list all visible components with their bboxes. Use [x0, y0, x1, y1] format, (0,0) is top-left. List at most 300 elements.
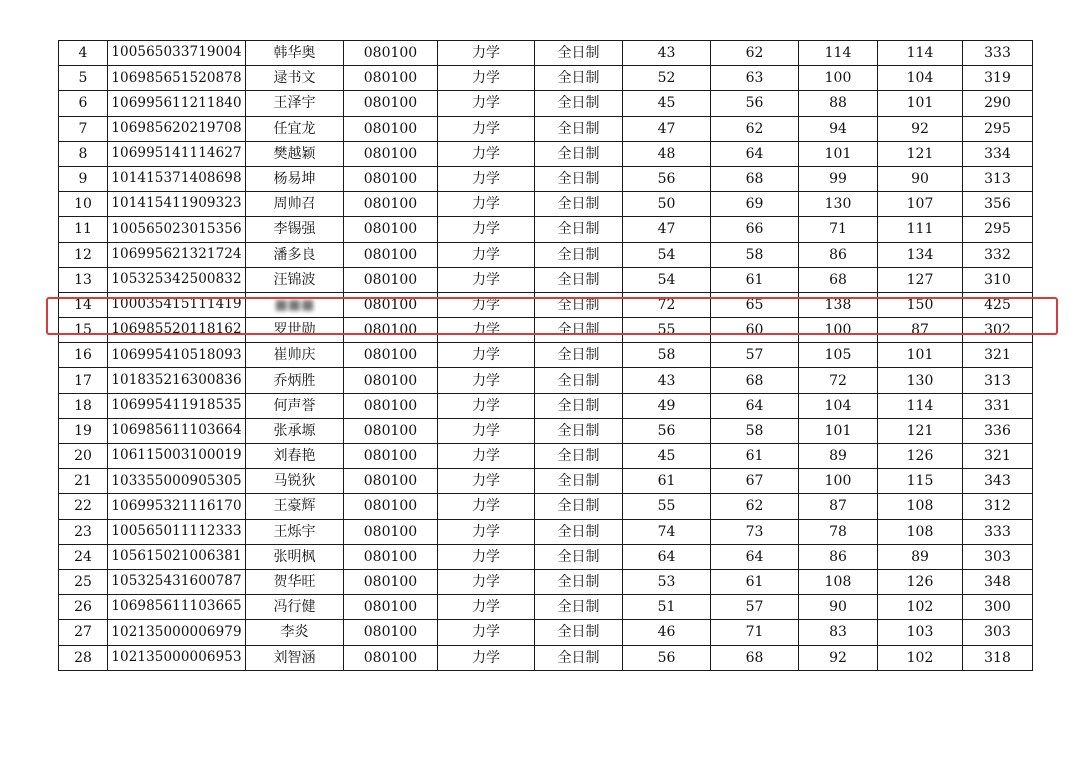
cell-score-3: 92 [799, 645, 878, 670]
cell-exam-id: 101415411909323 [108, 192, 246, 217]
cell-score-4: 134 [878, 242, 963, 267]
cell-score-3: 88 [799, 91, 878, 116]
cell-code: 080100 [344, 418, 438, 443]
cell-name: 王豪辉 [246, 494, 344, 519]
cell-no: 9 [59, 166, 108, 191]
cell-mode: 全日制 [535, 444, 623, 469]
cell-no: 20 [59, 444, 108, 469]
cell-score-2: 73 [711, 519, 799, 544]
cell-code: 080100 [344, 66, 438, 91]
cell-total: 336 [963, 418, 1033, 443]
cell-code: 080100 [344, 544, 438, 569]
cell-exam-id: 106995411918535 [108, 393, 246, 418]
cell-score-4: 90 [878, 166, 963, 191]
cell-total: 331 [963, 393, 1033, 418]
cell-exam-id: 100035415111419 [108, 292, 246, 317]
cell-score-3: 68 [799, 267, 878, 292]
cell-subject: 力学 [438, 418, 535, 443]
cell-score-4: 87 [878, 318, 963, 343]
cell-exam-id: 106985611103664 [108, 418, 246, 443]
cell-mode: 全日制 [535, 343, 623, 368]
table-row [59, 242, 1033, 267]
cell-score-1: 74 [623, 519, 711, 544]
cell-score-1: 45 [623, 444, 711, 469]
cell-code: 080100 [344, 192, 438, 217]
cell-mode: 全日制 [535, 66, 623, 91]
cell-score-4: 92 [878, 116, 963, 141]
cell-mode: 全日制 [535, 116, 623, 141]
cell-code: 080100 [344, 116, 438, 141]
cell-score-4: 126 [878, 444, 963, 469]
cell-mode: 全日制 [535, 519, 623, 544]
cell-score-1: 45 [623, 91, 711, 116]
cell-no: 4 [59, 41, 108, 66]
cell-no: 25 [59, 569, 108, 594]
table-row [59, 343, 1033, 368]
cell-score-2: 61 [711, 569, 799, 594]
cell-mode: 全日制 [535, 318, 623, 343]
cell-no: 10 [59, 192, 108, 217]
cell-exam-id: 106995410518093 [108, 343, 246, 368]
cell-score-4: 126 [878, 569, 963, 594]
cell-total: 321 [963, 444, 1033, 469]
cell-score-1: 56 [623, 645, 711, 670]
cell-no: 16 [59, 343, 108, 368]
cell-name: 逯书文 [246, 66, 344, 91]
cell-code: 080100 [344, 595, 438, 620]
cell-score-1: 55 [623, 318, 711, 343]
cell-name: 周帅召 [246, 192, 344, 217]
table-body [59, 41, 1033, 671]
cell-name: 樊越颖 [246, 141, 344, 166]
cell-mode: 全日制 [535, 217, 623, 242]
cell-code: 080100 [344, 368, 438, 393]
cell-name: 李炎 [246, 620, 344, 645]
cell-mode: 全日制 [535, 292, 623, 317]
cell-score-1: 56 [623, 418, 711, 443]
table-row [59, 91, 1033, 116]
cell-score-2: 58 [711, 418, 799, 443]
cell-total: 425 [963, 292, 1033, 317]
cell-score-4: 101 [878, 343, 963, 368]
cell-total: 303 [963, 544, 1033, 569]
cell-subject: 力学 [438, 519, 535, 544]
cell-code: 080100 [344, 166, 438, 191]
cell-total: 333 [963, 41, 1033, 66]
cell-score-3: 138 [799, 292, 878, 317]
cell-score-2: 62 [711, 494, 799, 519]
cell-no: 5 [59, 66, 108, 91]
cell-score-3: 86 [799, 544, 878, 569]
cell-score-2: 65 [711, 292, 799, 317]
cell-mode: 全日制 [535, 595, 623, 620]
cell-exam-id: 106115003100019 [108, 444, 246, 469]
cell-score-1: 47 [623, 116, 711, 141]
cell-score-4: 102 [878, 595, 963, 620]
cell-total: 318 [963, 645, 1033, 670]
cell-score-3: 114 [799, 41, 878, 66]
cell-score-2: 61 [711, 444, 799, 469]
cell-mode: 全日制 [535, 242, 623, 267]
cell-total: 313 [963, 368, 1033, 393]
cell-code: 080100 [344, 318, 438, 343]
cell-score-3: 83 [799, 620, 878, 645]
cell-score-3: 71 [799, 217, 878, 242]
cell-no: 26 [59, 595, 108, 620]
cell-score-3: 101 [799, 418, 878, 443]
cell-subject: 力学 [438, 242, 535, 267]
cell-no: 28 [59, 645, 108, 670]
cell-mode: 全日制 [535, 418, 623, 443]
table-row [59, 368, 1033, 393]
cell-total: 295 [963, 116, 1033, 141]
cell-exam-id: 106995141114627 [108, 141, 246, 166]
table-row [59, 66, 1033, 91]
cell-mode: 全日制 [535, 91, 623, 116]
cell-name: 杨易坤 [246, 166, 344, 191]
cell-no: 14 [59, 292, 108, 317]
cell-subject: 力学 [438, 469, 535, 494]
cell-score-1: 43 [623, 368, 711, 393]
cell-score-2: 62 [711, 41, 799, 66]
cell-score-1: 51 [623, 595, 711, 620]
cell-name: 潘多良 [246, 242, 344, 267]
cell-total: 356 [963, 192, 1033, 217]
table-row [59, 418, 1033, 443]
cell-code: 080100 [344, 645, 438, 670]
table-row [59, 192, 1033, 217]
cell-score-1: 56 [623, 166, 711, 191]
cell-score-4: 111 [878, 217, 963, 242]
cell-score-4: 127 [878, 267, 963, 292]
cell-name: 任宜龙 [246, 116, 344, 141]
cell-exam-id: 101415371408698 [108, 166, 246, 191]
cell-score-2: 68 [711, 368, 799, 393]
cell-subject: 力学 [438, 393, 535, 418]
cell-score-1: 54 [623, 267, 711, 292]
cell-subject: 力学 [438, 91, 535, 116]
cell-name: 乔炳胜 [246, 368, 344, 393]
cell-name: 贺华旺 [246, 569, 344, 594]
cell-score-4: 114 [878, 393, 963, 418]
cell-exam-id: 105615021006381 [108, 544, 246, 569]
cell-score-3: 130 [799, 192, 878, 217]
cell-score-3: 100 [799, 318, 878, 343]
cell-code: 080100 [344, 444, 438, 469]
redacted-name: ■■■ [274, 296, 315, 313]
cell-no: 15 [59, 318, 108, 343]
cell-mode: 全日制 [535, 393, 623, 418]
cell-score-1: 50 [623, 192, 711, 217]
table-row [59, 267, 1033, 292]
cell-score-4: 108 [878, 519, 963, 544]
cell-total: 290 [963, 91, 1033, 116]
cell-subject: 力学 [438, 192, 535, 217]
cell-subject: 力学 [438, 116, 535, 141]
cell-name: 张承塬 [246, 418, 344, 443]
cell-subject: 力学 [438, 267, 535, 292]
table-row [59, 41, 1033, 66]
cell-subject: 力学 [438, 292, 535, 317]
cell-subject: 力学 [438, 141, 535, 166]
cell-no: 18 [59, 393, 108, 418]
cell-exam-id: 100565023015356 [108, 217, 246, 242]
cell-score-1: 53 [623, 569, 711, 594]
cell-mode: 全日制 [535, 620, 623, 645]
cell-name: 何声誉 [246, 393, 344, 418]
cell-total: 332 [963, 242, 1033, 267]
cell-no: 6 [59, 91, 108, 116]
cell-code: 080100 [344, 267, 438, 292]
cell-no: 24 [59, 544, 108, 569]
table-row [59, 469, 1033, 494]
cell-subject: 力学 [438, 368, 535, 393]
cell-code: 080100 [344, 343, 438, 368]
cell-name: 王烁宇 [246, 519, 344, 544]
cell-subject: 力学 [438, 645, 535, 670]
cell-subject: 力学 [438, 569, 535, 594]
cell-score-2: 61 [711, 267, 799, 292]
cell-code: 080100 [344, 91, 438, 116]
cell-score-1: 54 [623, 242, 711, 267]
cell-name: 刘智涵 [246, 645, 344, 670]
cell-exam-id: 106995321116170 [108, 494, 246, 519]
cell-score-3: 104 [799, 393, 878, 418]
table-row [59, 645, 1033, 670]
table-row [59, 141, 1033, 166]
cell-name: 李锡强 [246, 217, 344, 242]
cell-mode: 全日制 [535, 41, 623, 66]
cell-subject: 力学 [438, 66, 535, 91]
cell-score-2: 69 [711, 192, 799, 217]
cell-score-2: 68 [711, 645, 799, 670]
cell-score-4: 107 [878, 192, 963, 217]
cell-score-3: 105 [799, 343, 878, 368]
cell-score-2: 71 [711, 620, 799, 645]
cell-subject: 力学 [438, 41, 535, 66]
cell-exam-id: 106985520118162 [108, 318, 246, 343]
cell-exam-id: 105325342500832 [108, 267, 246, 292]
cell-score-1: 46 [623, 620, 711, 645]
cell-score-3: 87 [799, 494, 878, 519]
cell-exam-id: 106985620219708 [108, 116, 246, 141]
cell-score-1: 48 [623, 141, 711, 166]
cell-score-2: 58 [711, 242, 799, 267]
cell-score-4: 104 [878, 66, 963, 91]
cell-exam-id: 100565033719004 [108, 41, 246, 66]
cell-score-4: 108 [878, 494, 963, 519]
cell-subject: 力学 [438, 494, 535, 519]
cell-score-3: 86 [799, 242, 878, 267]
cell-score-2: 56 [711, 91, 799, 116]
cell-total: 319 [963, 66, 1033, 91]
table-row [59, 318, 1033, 343]
cell-no: 8 [59, 141, 108, 166]
cell-code: 080100 [344, 242, 438, 267]
cell-no: 12 [59, 242, 108, 267]
cell-subject: 力学 [438, 343, 535, 368]
cell-exam-id: 102135000006953 [108, 645, 246, 670]
cell-code: 080100 [344, 494, 438, 519]
table-row [59, 620, 1033, 645]
cell-exam-id: 106995621321724 [108, 242, 246, 267]
cell-score-2: 66 [711, 217, 799, 242]
cell-score-4: 103 [878, 620, 963, 645]
cell-total: 321 [963, 343, 1033, 368]
cell-mode: 全日制 [535, 141, 623, 166]
cell-score-1: 64 [623, 544, 711, 569]
cell-total: 334 [963, 141, 1033, 166]
cell-code: 080100 [344, 519, 438, 544]
table-row [59, 494, 1033, 519]
cell-name: 刘春艳 [246, 444, 344, 469]
cell-score-3: 72 [799, 368, 878, 393]
cell-exam-id: 102135000006979 [108, 620, 246, 645]
cell-code: 080100 [344, 41, 438, 66]
cell-score-2: 67 [711, 469, 799, 494]
cell-no: 11 [59, 217, 108, 242]
cell-code: 080100 [344, 469, 438, 494]
cell-total: 343 [963, 469, 1033, 494]
table-row [59, 292, 1033, 317]
cell-no: 22 [59, 494, 108, 519]
score-table [58, 40, 1033, 671]
cell-score-2: 64 [711, 544, 799, 569]
cell-no: 7 [59, 116, 108, 141]
cell-score-4: 150 [878, 292, 963, 317]
table-row [59, 217, 1033, 242]
cell-score-1: 72 [623, 292, 711, 317]
table-row [59, 544, 1033, 569]
cell-name: 罗世勋 [246, 318, 344, 343]
cell-subject: 力学 [438, 444, 535, 469]
cell-mode: 全日制 [535, 494, 623, 519]
cell-no: 17 [59, 368, 108, 393]
cell-score-1: 52 [623, 66, 711, 91]
cell-mode: 全日制 [535, 569, 623, 594]
cell-total: 302 [963, 318, 1033, 343]
cell-mode: 全日制 [535, 368, 623, 393]
cell-name: 张明枫 [246, 544, 344, 569]
cell-no: 13 [59, 267, 108, 292]
table-row [59, 116, 1033, 141]
table-row [59, 393, 1033, 418]
cell-subject: 力学 [438, 166, 535, 191]
cell-score-4: 121 [878, 418, 963, 443]
cell-exam-id: 103355000905305 [108, 469, 246, 494]
cell-score-1: 58 [623, 343, 711, 368]
cell-score-3: 94 [799, 116, 878, 141]
cell-subject: 力学 [438, 318, 535, 343]
cell-score-4: 89 [878, 544, 963, 569]
cell-score-4: 130 [878, 368, 963, 393]
cell-exam-id: 105325431600787 [108, 569, 246, 594]
cell-total: 303 [963, 620, 1033, 645]
cell-score-4: 115 [878, 469, 963, 494]
table-row [59, 595, 1033, 620]
cell-score-3: 89 [799, 444, 878, 469]
cell-total: 313 [963, 166, 1033, 191]
cell-score-2: 62 [711, 116, 799, 141]
cell-score-3: 101 [799, 141, 878, 166]
cell-total: 295 [963, 217, 1033, 242]
cell-name: 崔帅庆 [246, 343, 344, 368]
cell-mode: 全日制 [535, 267, 623, 292]
cell-score-4: 101 [878, 91, 963, 116]
cell-exam-id: 101835216300836 [108, 368, 246, 393]
cell-name: 马锐狄 [246, 469, 344, 494]
cell-no: 23 [59, 519, 108, 544]
cell-name: 冯行健 [246, 595, 344, 620]
cell-name: 王泽宇 [246, 91, 344, 116]
cell-name: 韩华奥 [246, 41, 344, 66]
cell-score-4: 114 [878, 41, 963, 66]
cell-code: 080100 [344, 620, 438, 645]
cell-no: 21 [59, 469, 108, 494]
cell-exam-id: 106985651520878 [108, 66, 246, 91]
cell-score-2: 57 [711, 595, 799, 620]
cell-code: 080100 [344, 569, 438, 594]
cell-total: 333 [963, 519, 1033, 544]
cell-no: 27 [59, 620, 108, 645]
cell-subject: 力学 [438, 217, 535, 242]
cell-code: 080100 [344, 292, 438, 317]
cell-score-4: 102 [878, 645, 963, 670]
cell-score-1: 55 [623, 494, 711, 519]
cell-score-1: 47 [623, 217, 711, 242]
cell-mode: 全日制 [535, 192, 623, 217]
table-row [59, 444, 1033, 469]
cell-total: 348 [963, 569, 1033, 594]
cell-score-3: 100 [799, 66, 878, 91]
cell-subject: 力学 [438, 595, 535, 620]
cell-score-3: 100 [799, 469, 878, 494]
cell-name: 汪锦波 [246, 267, 344, 292]
cell-score-1: 61 [623, 469, 711, 494]
cell-score-2: 68 [711, 166, 799, 191]
cell-exam-id: 106995611211840 [108, 91, 246, 116]
cell-score-3: 108 [799, 569, 878, 594]
cell-code: 080100 [344, 217, 438, 242]
cell-mode: 全日制 [535, 645, 623, 670]
cell-score-3: 99 [799, 166, 878, 191]
table-row [59, 569, 1033, 594]
cell-score-2: 57 [711, 343, 799, 368]
cell-score-4: 121 [878, 141, 963, 166]
cell-total: 300 [963, 595, 1033, 620]
cell-subject: 力学 [438, 620, 535, 645]
table-row [59, 166, 1033, 191]
cell-score-1: 43 [623, 41, 711, 66]
cell-score-1: 49 [623, 393, 711, 418]
cell-mode: 全日制 [535, 544, 623, 569]
cell-code: 080100 [344, 141, 438, 166]
cell-score-2: 64 [711, 141, 799, 166]
cell-mode: 全日制 [535, 469, 623, 494]
cell-score-3: 90 [799, 595, 878, 620]
cell-score-3: 78 [799, 519, 878, 544]
cell-no: 19 [59, 418, 108, 443]
cell-mode: 全日制 [535, 166, 623, 191]
cell-total: 312 [963, 494, 1033, 519]
cell-score-2: 60 [711, 318, 799, 343]
cell-name [246, 292, 344, 317]
cell-exam-id: 100565011112333 [108, 519, 246, 544]
cell-code: 080100 [344, 393, 438, 418]
cell-subject: 力学 [438, 544, 535, 569]
cell-total: 310 [963, 267, 1033, 292]
cell-score-2: 63 [711, 66, 799, 91]
